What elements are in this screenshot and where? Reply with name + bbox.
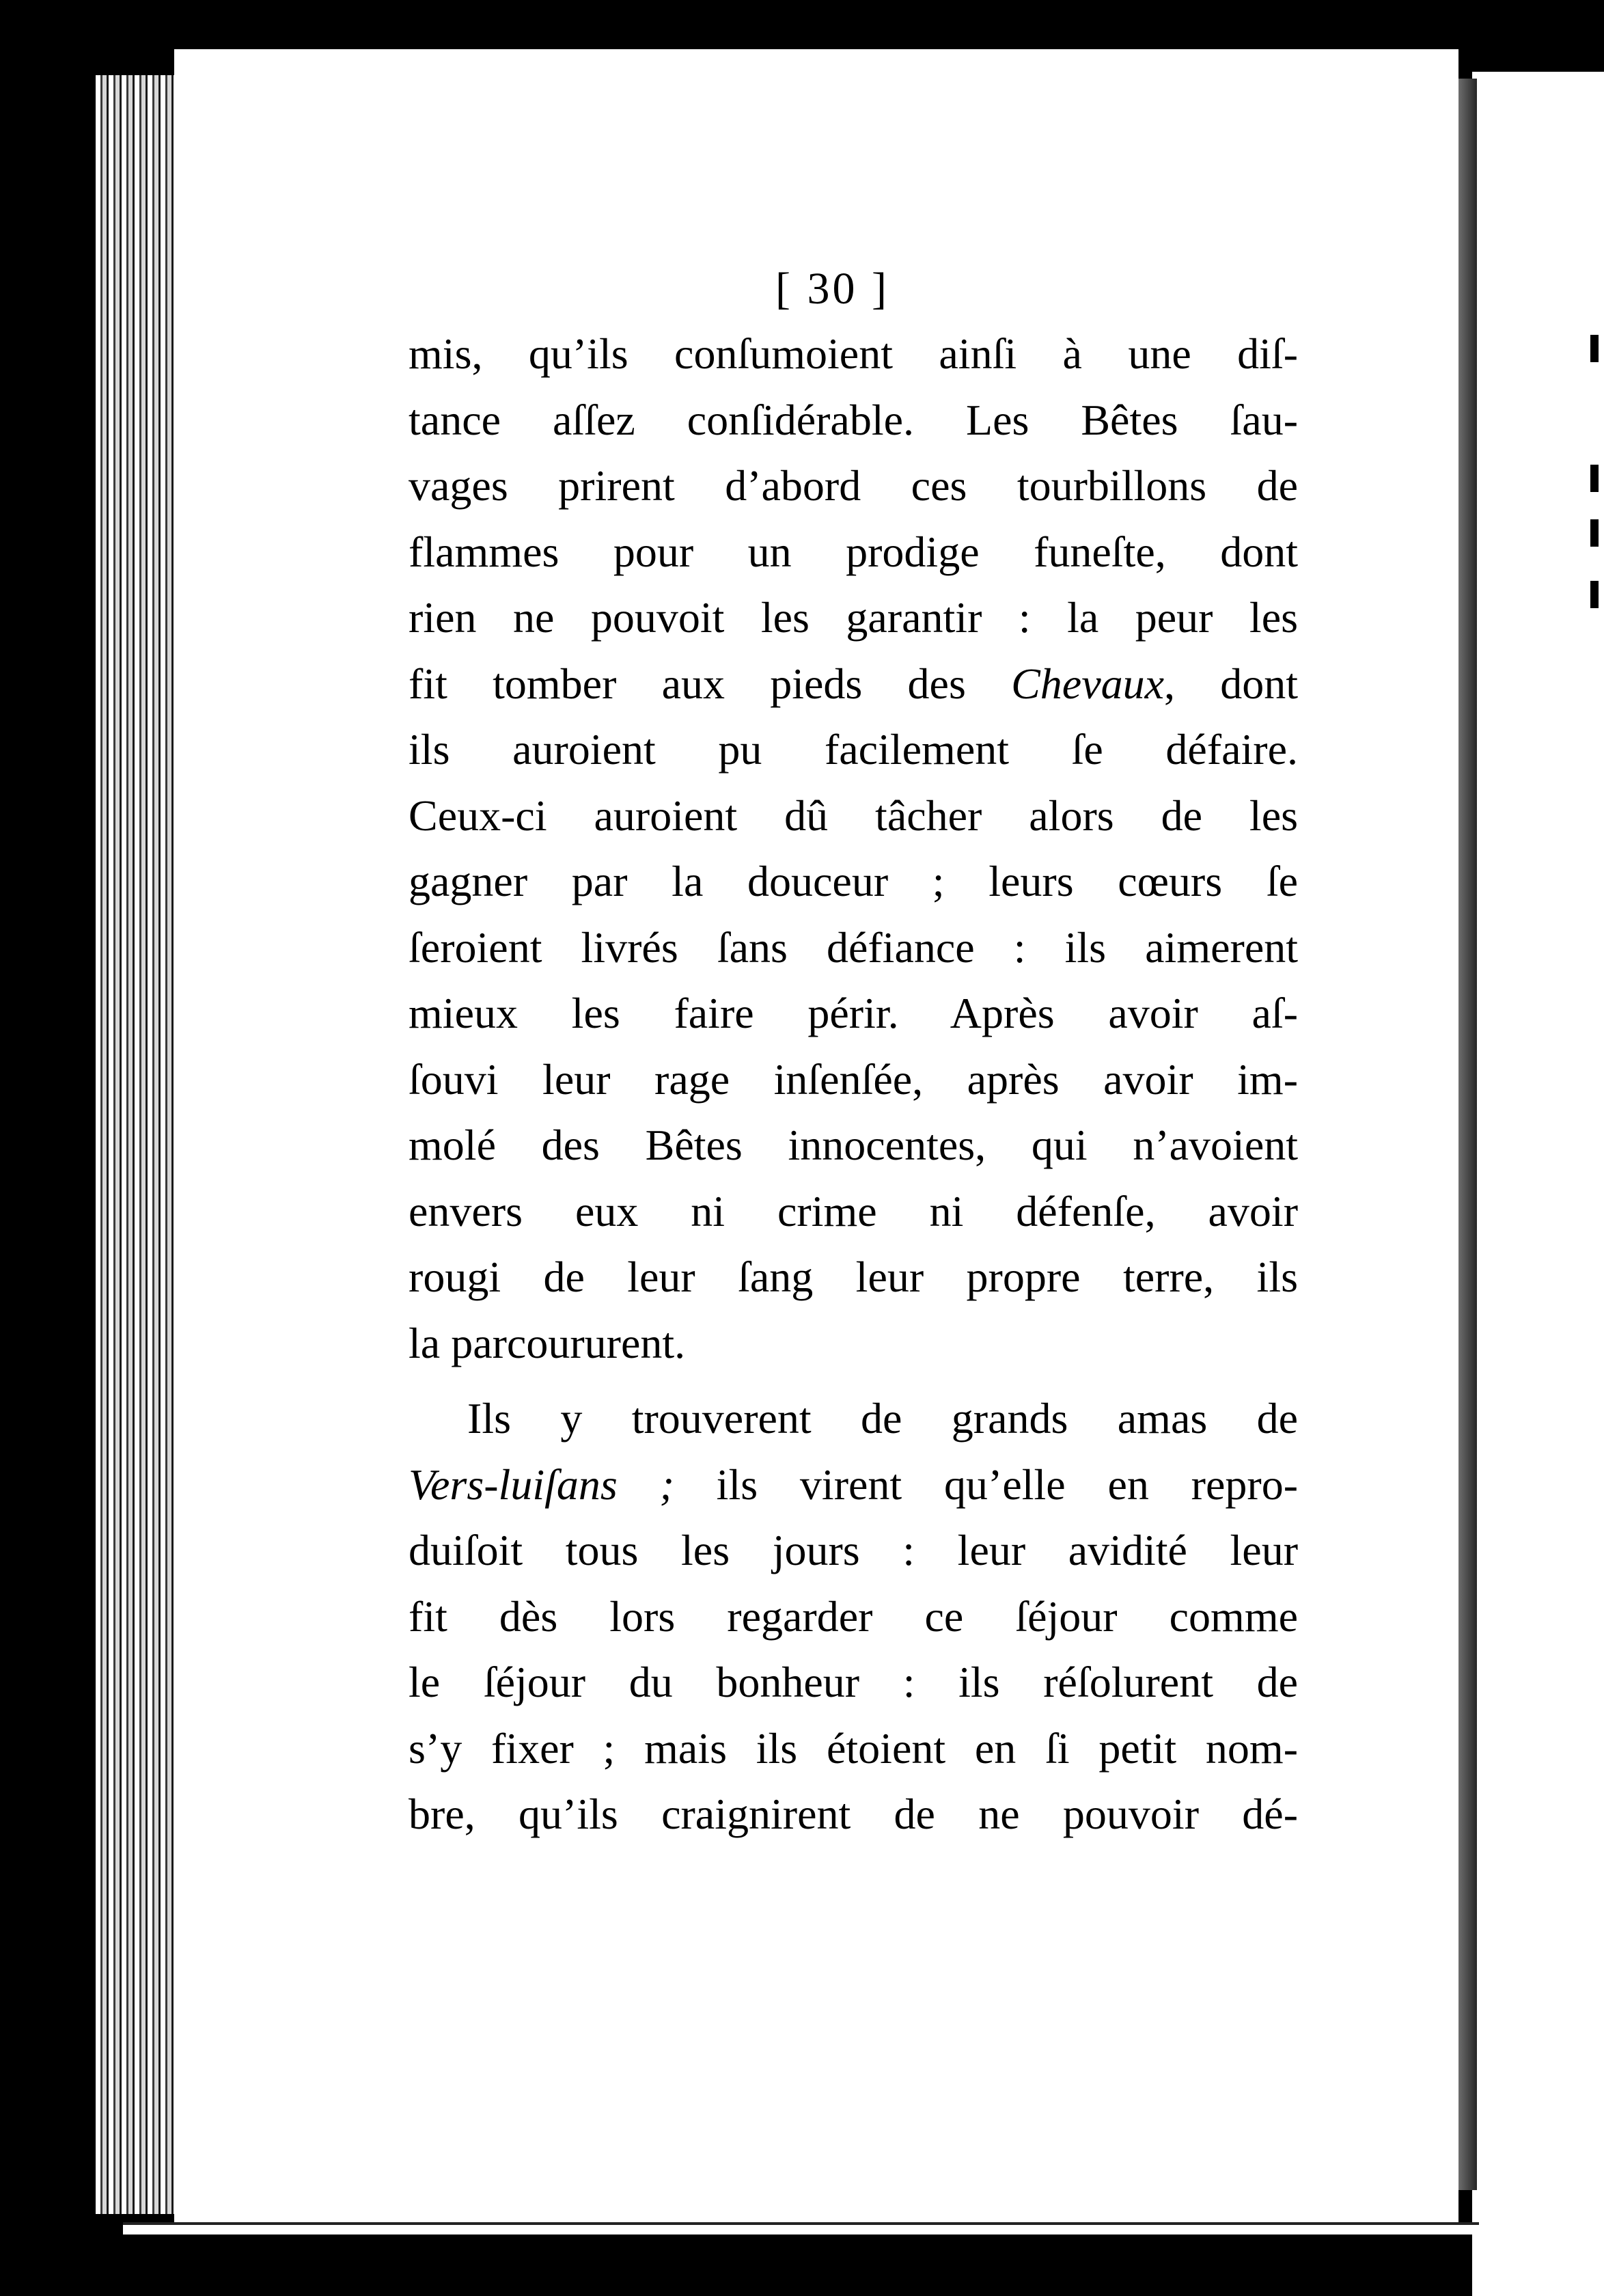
text-segment: duiſoit tous les jours : leur avidité leur: [409, 1526, 1298, 1574]
text-segment: ſeroient livrés ſans défiance : ils aimerent: [409, 922, 1298, 972]
text-segment: gagner par la douceur ; leurs cœurs ſe: [409, 857, 1298, 905]
page-bottom-edge: [123, 2222, 1479, 2234]
text-segment: la parcoururent.: [409, 1318, 686, 1367]
text-line: [409, 519, 1298, 586]
text-segment: fit tomber aux pieds des: [409, 659, 1012, 708]
text-line: [409, 387, 1298, 454]
text-segment: rougi de leur ſang leur propre terre, ils: [409, 1253, 1298, 1301]
adjacent-page-mark: [1590, 519, 1599, 547]
text-line: [409, 915, 1298, 981]
text-segment: molé des Bêtes innocentes, qui n’avoient: [409, 1121, 1298, 1169]
text-line: [409, 585, 1298, 651]
text-segment: mis, qu’ils conſumoient ainſi à une diſ-: [409, 329, 1298, 378]
text-line: [409, 1047, 1298, 1113]
text-segment: ſouvi leur rage inſenſée, après avoir im-: [409, 1054, 1298, 1104]
text-segment: envers eux ni crime ni défenſe, avoir: [409, 1186, 1298, 1235]
text-segment: Ils y trouverent de grands amas de: [467, 1394, 1298, 1443]
text-segment: bre, qu’ils craignirent de ne pouvoir dé-: [409, 1790, 1298, 1838]
stacked-page-edges: [96, 75, 184, 2214]
text-line: [409, 849, 1298, 915]
page-number: [ 30 ]: [775, 264, 889, 314]
text-line: [409, 1244, 1298, 1311]
body-text: [409, 321, 1298, 1848]
text-line: [409, 1518, 1298, 1584]
text-segment: flammes pour un prodige funeſte, dont: [409, 527, 1298, 576]
adjacent-page-mark: [1590, 465, 1599, 492]
text-line: [409, 651, 1298, 718]
text-line: [409, 981, 1298, 1047]
italic-term: Chevaux: [1011, 659, 1164, 708]
text-line: [409, 1179, 1298, 1245]
text-line: [409, 321, 1298, 387]
text-segment: , dont: [1164, 659, 1299, 708]
text-line: [409, 1650, 1298, 1716]
adjacent-page-mark: [1590, 335, 1599, 362]
text-line: [409, 1386, 1298, 1452]
adjacent-page: [1472, 72, 1604, 2296]
text-line: [409, 783, 1298, 849]
text-line: [409, 1584, 1298, 1650]
text-segment: Ceux-ci auroient dû tâcher alors de les: [409, 791, 1298, 840]
text-line: [409, 1452, 1298, 1518]
text-line: [409, 1716, 1298, 1782]
text-segment: mieux les faire périr. Après avoir aſ-: [409, 989, 1298, 1037]
text-segment: fit dès lors regarder ce ſéjour comme: [409, 1591, 1298, 1641]
text-segment: ils virent qu’elle en repro-: [674, 1460, 1299, 1509]
text-line: [409, 1781, 1298, 1848]
text-line: [409, 1112, 1298, 1179]
italic-term: Vers-luiſans ;: [409, 1460, 674, 1509]
text-segment: le ſéjour du bonheur : ils réſolurent de: [409, 1658, 1298, 1706]
text-segment: s’y fixer ; mais ils étoient en ſi petit nom-: [409, 1723, 1298, 1773]
text-line: [409, 717, 1298, 783]
text-line: [409, 453, 1298, 519]
text-segment: rien ne pouvoit les garantir : la peur les: [409, 593, 1298, 642]
text-segment: vages prirent d’abord ces tourbillons de: [409, 461, 1298, 510]
text-line: [409, 1311, 1298, 1377]
text-segment: ils auroient pu facilement ſe défaire.: [409, 725, 1298, 774]
adjacent-page-mark: [1590, 581, 1599, 608]
text-segment: tance aſſez conſidérable. Les Bêtes ſau-: [409, 395, 1298, 444]
